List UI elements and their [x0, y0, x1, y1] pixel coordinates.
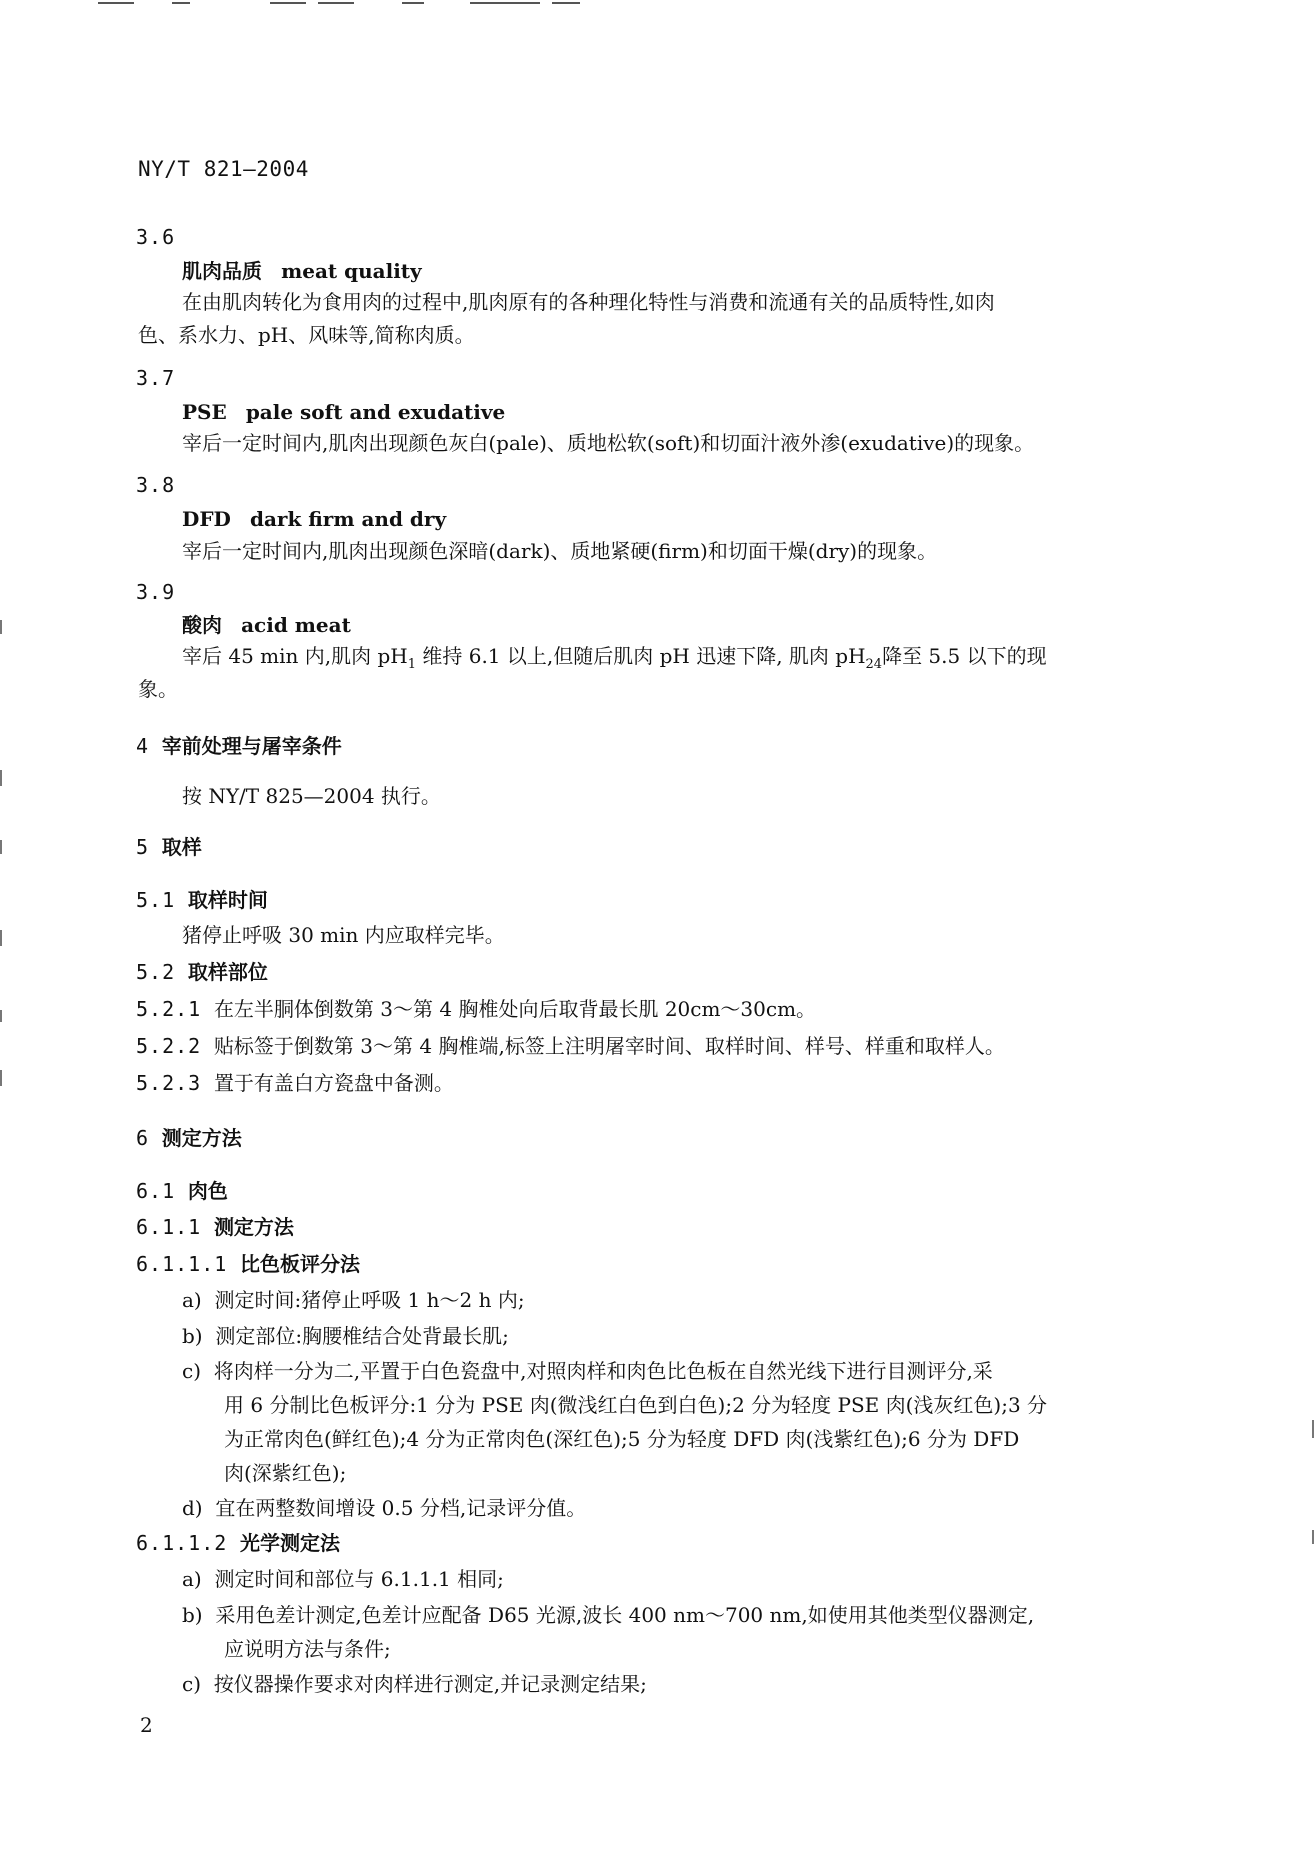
subscript: 1 — [407, 657, 417, 672]
list-text: 测定部位:胸腰椎结合处背最长肌; — [215, 1324, 509, 1348]
heading-6-1-1 — [136, 1214, 294, 1240]
chapter-heading-4 — [136, 733, 342, 759]
list-label: a) — [182, 1288, 202, 1312]
chapter-heading-6 — [136, 1125, 242, 1151]
section-number: 6.1 — [136, 1179, 176, 1203]
list-item — [182, 1671, 647, 1697]
term-abbr: PSE — [182, 400, 227, 424]
clause-number: 5.2.3 — [136, 1071, 202, 1095]
list-label: c) — [182, 1359, 202, 1383]
chapter-title: 宰前处理与屠宰条件 — [161, 734, 342, 758]
definition-line: 色、系水力、pH、风味等,简称肉质。 — [138, 323, 475, 347]
term-en: pale soft and exudative — [245, 400, 506, 424]
section-title: 肉色 — [187, 1179, 228, 1203]
list-item-continuation: 用 6 分制比色板评分:1 分为 PSE 肉(微浅红白色到白色);2 分为轻度 PSE 肉(浅灰红色);3 分 — [224, 1393, 1048, 1417]
list-label: b) — [182, 1324, 203, 1348]
list-item — [182, 1323, 509, 1349]
heading-6-1 — [136, 1178, 228, 1204]
page-number: 2 — [140, 1713, 153, 1737]
definition-line: 宰后一定时间内,肌肉出现颜色灰白(pale)、质地松软(soft)和切面汁液外渗(exudative)的现象。 — [182, 431, 1035, 455]
term-en: acid meat — [241, 613, 351, 637]
section-number: 3.7 — [136, 366, 176, 390]
list-item-continuation: 应说明方法与条件; — [224, 1637, 391, 1661]
definition-line: 宰后一定时间内,肌肉出现颜色深暗(dark)、质地紧硬(firm)和切面干燥(dry)的现象。 — [182, 539, 938, 563]
chapter-number: 5 — [136, 835, 150, 859]
list-item — [182, 1358, 993, 1384]
chapter-heading-5 — [136, 834, 202, 860]
section-title: 取样部位 — [187, 960, 268, 984]
definition-line — [182, 643, 1047, 678]
section-title: 测定方法 — [213, 1215, 294, 1239]
list-label: a) — [182, 1567, 202, 1591]
list-label: d) — [182, 1496, 203, 1520]
term-cn: 肌肉品质 — [182, 259, 262, 283]
definition-line: 在由肌肉转化为食用肉的过程中,肌肉原有的各种理化特性与消费和流通有关的品质特性,如肉 — [182, 290, 995, 314]
list-text: 宜在两整数间增设 0.5 分档,记录评分值。 — [215, 1496, 587, 1520]
section-number: 6.1.1.2 — [136, 1531, 228, 1555]
clause-5-2-1 — [136, 996, 816, 1022]
term-3-8 — [182, 506, 446, 532]
term-en: meat quality — [281, 259, 422, 283]
term-cn: 酸肉 — [182, 613, 222, 637]
term-abbr: DFD — [182, 507, 231, 531]
clause-text: 贴标签于倒数第 3～第 4 胸椎端,标签上注明屠宰时间、取样时间、样号、样重和取样人。 — [213, 1034, 1005, 1058]
section-number: 6.1.1.1 — [136, 1252, 228, 1276]
definition-line: 象。 — [138, 677, 178, 701]
list-item — [182, 1287, 525, 1313]
body-text: 猪停止呼吸 30 min 内应取样完毕。 — [182, 923, 505, 947]
list-item — [182, 1495, 586, 1521]
list-item-continuation: 为正常肉色(鲜红色);4 分为正常肉色(深红色);5 分为轻度 DFD 肉(浅紫红色);6 分为 DFD — [224, 1427, 1020, 1451]
heading-6-1-1-2 — [136, 1530, 340, 1556]
section-number: 3.9 — [136, 580, 176, 604]
section-number: 3.6 — [136, 225, 176, 249]
heading-6-1-1-1 — [136, 1251, 360, 1277]
chapter-number: 4 — [136, 734, 150, 758]
chapter-number: 6 — [136, 1126, 150, 1150]
subscript: 24 — [865, 657, 883, 672]
section-number: 5.2 — [136, 960, 176, 984]
clause-text: 置于有盖白方瓷盘中备测。 — [213, 1071, 454, 1095]
section-title: 光学测定法 — [240, 1531, 341, 1555]
section-number: 3.8 — [136, 473, 176, 497]
clause-5-2-3 — [136, 1070, 454, 1096]
standard-code-header: NY/T 821—2004 — [138, 157, 309, 181]
clause-number: 5.2.2 — [136, 1034, 202, 1058]
list-label: c) — [182, 1672, 202, 1696]
body-text: 按 NY/T 825—2004 执行。 — [182, 784, 441, 808]
definition-text: 维持 6.1 以上,但随后肌肉 pH 迅速下降, 肌肉 pH — [416, 644, 866, 668]
chapter-title: 取样 — [161, 835, 202, 859]
section-title: 比色板评分法 — [240, 1252, 361, 1276]
heading-5-1 — [136, 887, 268, 913]
list-text: 测定时间:猪停止呼吸 1 h～2 h 内; — [214, 1288, 525, 1312]
list-text: 将肉样一分为二,平置于白色瓷盘中,对照肉样和肉色比色板在自然光线下进行目测评分,采 — [213, 1359, 993, 1383]
clause-text: 在左半胴体倒数第 3～第 4 胸椎处向后取背最长肌 20cm～30cm。 — [213, 997, 817, 1021]
term-3-9 — [182, 612, 351, 638]
list-text: 测定时间和部位与 6.1.1.1 相同; — [214, 1567, 504, 1591]
list-item — [182, 1566, 504, 1592]
section-number: 5.1 — [136, 888, 176, 912]
term-3-7 — [182, 399, 505, 425]
scan-edge-marks — [0, 0, 1316, 12]
section-title: 取样时间 — [187, 888, 268, 912]
list-item — [182, 1602, 1034, 1628]
clause-number: 5.2.1 — [136, 997, 202, 1021]
definition-text: 降至 5.5 以下的现 — [882, 644, 1047, 668]
list-label: b) — [182, 1603, 203, 1627]
term-en: dark firm and dry — [249, 507, 447, 531]
definition-text: 宰后 45 min 内,肌肉 pH — [182, 644, 408, 668]
term-3-6 — [182, 258, 422, 284]
list-text: 采用色差计测定,色差计应配备 D65 光源,波长 400 nm～700 nm,如使用其他类型仪器测定, — [215, 1603, 1035, 1627]
section-number: 6.1.1 — [136, 1215, 202, 1239]
clause-5-2-2 — [136, 1033, 1005, 1059]
chapter-title: 测定方法 — [161, 1126, 242, 1150]
list-item-continuation: 肉(深紫红色); — [224, 1461, 347, 1485]
list-text: 按仪器操作要求对肉样进行测定,并记录测定结果; — [213, 1672, 647, 1696]
heading-5-2 — [136, 959, 268, 985]
